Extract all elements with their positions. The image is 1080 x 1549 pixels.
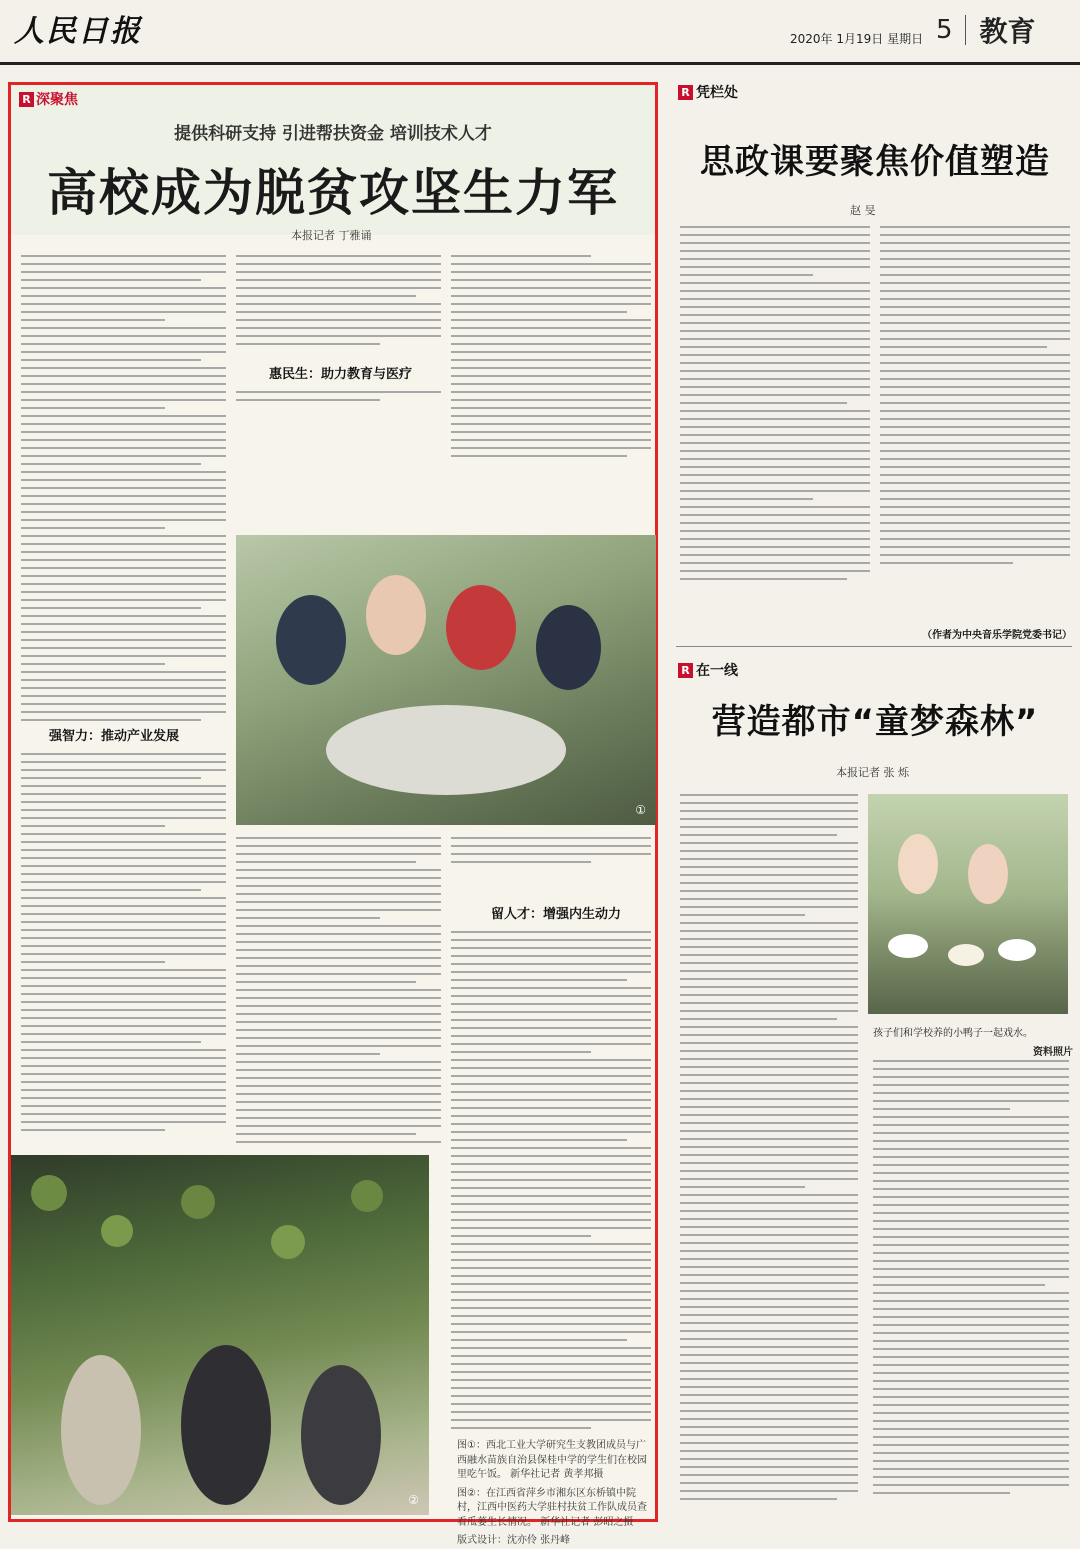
students-lunch-photo xyxy=(236,535,656,825)
section-tag xyxy=(678,82,738,102)
photo-number: ① xyxy=(635,803,646,817)
r-badge-icon: R xyxy=(19,92,34,107)
text-column xyxy=(451,255,651,463)
photo-number: ② xyxy=(408,1493,419,1507)
page-number: 5 xyxy=(936,15,966,45)
feature-article xyxy=(8,82,658,1546)
text-column xyxy=(236,255,441,351)
feature-tag-label: 深聚焦 xyxy=(36,92,78,108)
orchard-photo xyxy=(11,1155,429,1515)
report-byline: 本报记者 张 烁 xyxy=(836,766,909,779)
photo-caption-text: 孩子们和学校养的小鸭子一起戏水。 xyxy=(873,1028,1033,1039)
section-tag xyxy=(678,660,738,680)
report-headline: 营造都市“童梦森林” xyxy=(711,702,1039,742)
r-badge-icon: R xyxy=(678,85,693,100)
section-separator xyxy=(676,646,1072,647)
text-column xyxy=(873,1060,1069,1500)
section-heading: 强智力：推动产业发展 xyxy=(49,729,180,744)
caption-1: 图①：西北工业大学研究生支教团成员与广西融水苗族自治县保桂中学的学生们在校园里吃午饭。 新华社记者 黄孝邦摄 xyxy=(457,1440,647,1480)
section-tag-label: 凭栏处 xyxy=(696,85,738,101)
text-column xyxy=(880,226,1070,570)
layout-credit: 版式设计：沈亦伶 张丹峰 xyxy=(457,1535,571,1546)
page-indicator xyxy=(936,10,1036,50)
feature-subhead: 提供科研支持 引进帮扶资金 培训技术人才 xyxy=(174,124,492,144)
newspaper-logo: 人民日报 xyxy=(14,14,142,49)
text-column xyxy=(236,391,441,407)
masthead xyxy=(0,0,1080,60)
caption-2: 图②：在江西省萍乡市湘东区东桥镇中院村，江西中医药大学驻村扶贫工作队成员查看瓜蒌生长情况。 新华社记者 彭昭之摄 xyxy=(457,1487,647,1528)
section-heading: 留人才：增强内生动力 xyxy=(491,907,622,922)
section-heading: 惠民生：助力教育与医疗 xyxy=(269,367,413,382)
issue-date: 2020年 1月19日 星期日 xyxy=(790,32,924,46)
masthead-rule xyxy=(0,62,1080,65)
photo-credit: 资料照片 xyxy=(1033,1047,1073,1058)
feature-tag xyxy=(19,89,78,109)
photo-captions xyxy=(457,1439,647,1549)
feature-byline: 本报记者 丁雅诵 xyxy=(291,229,372,242)
feature-headline: 高校成为脱贫攻坚生力军 xyxy=(47,164,619,222)
text-column xyxy=(236,837,441,1149)
section-tag-label: 在一线 xyxy=(696,663,738,679)
text-column xyxy=(21,753,226,1137)
children-ducks-photo xyxy=(868,794,1068,1014)
text-column xyxy=(680,226,870,586)
text-column xyxy=(451,837,651,869)
author-note: （作者为中央音乐学院党委书记） xyxy=(922,630,1072,641)
opinion-headline: 思政课要聚焦价值塑造 xyxy=(700,142,1050,182)
photo-caption xyxy=(873,1024,1073,1058)
text-column xyxy=(451,931,651,1435)
text-column xyxy=(680,794,858,1506)
page-section: 教育 xyxy=(979,15,1036,48)
opinion-byline: 赵 旻 xyxy=(850,204,876,217)
text-column xyxy=(21,255,226,727)
r-badge-icon: R xyxy=(678,663,693,678)
